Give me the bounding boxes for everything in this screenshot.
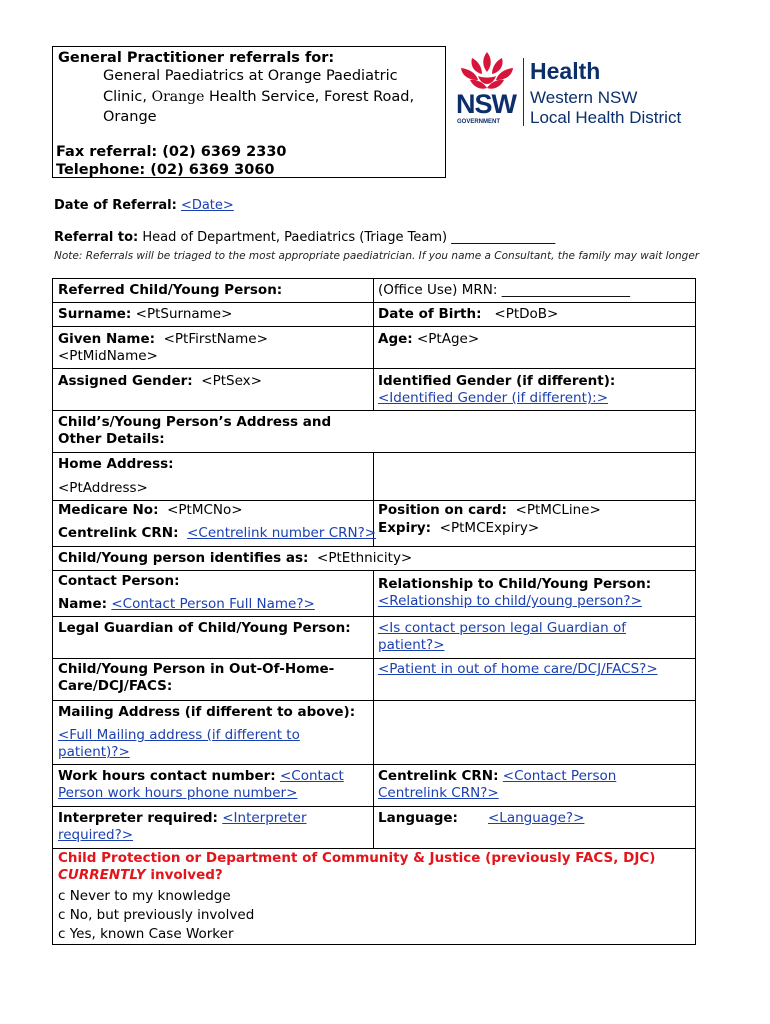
district-line-2: Local Health District xyxy=(530,108,682,127)
government-label: GOVERNMENT xyxy=(457,119,501,125)
cp-option-known-worker[interactable]: c Yes, known Case Worker xyxy=(58,926,234,942)
work-hours-field[interactable]: Work hours contact number: <Contact Person work hours phone number> xyxy=(58,768,344,801)
identifies-as-field[interactable]: Child/Young person identifies as: <PtEthnicity> xyxy=(58,550,413,566)
identified-gender-field[interactable]: Identified Gender (if different): <Identified Gender (if different):> xyxy=(378,373,616,406)
address-section-heading: Child’s/Young Person’s Address and Other Details: xyxy=(58,414,332,447)
age-field[interactable]: Age: <PtAge> xyxy=(378,331,480,347)
legal-guardian-label: Legal Guardian of Child/Young Person: xyxy=(58,620,351,636)
dob-field[interactable]: Date of Birth: <PtDoB> xyxy=(378,306,559,322)
out-of-home-care-field[interactable]: <Patient in out of home care/DCJ/FACS?> xyxy=(378,661,658,677)
date-of-referral: Date of Referral: <Date> xyxy=(54,198,234,213)
out-of-home-care-label: Child/Young Person in Out-Of-Home- Care/DCJ/FACS: xyxy=(58,661,335,694)
header-box xyxy=(52,46,446,178)
home-address-label: Home Address: xyxy=(58,456,174,472)
office-use-mrn: (Office Use) MRN: ___________________ xyxy=(378,282,630,298)
child-protection-question: Child Protection or Department of Community & Justice (previously FACS, DJC) CURRENTLY involved? xyxy=(58,850,656,883)
mailing-address-label: Mailing Address (if different to above): xyxy=(58,704,356,720)
referred-label: Referred Child/Young Person: xyxy=(58,282,283,298)
nsw-health-logo xyxy=(452,50,692,132)
clinic-line-3: Orange xyxy=(103,109,157,125)
fax-number: Fax referral: (02) 6369 2330 xyxy=(56,144,287,160)
interpreter-field[interactable]: Interpreter required: <Interpreter required?> xyxy=(58,810,307,843)
centrelink-field[interactable]: Centrelink CRN: <Centrelink number CRN?> xyxy=(58,525,377,541)
position-on-card-field[interactable]: Position on card: <PtMCLine> xyxy=(378,502,601,518)
referral-to: Referral to: Head of Department, Paediatrics (Triage Team) ________________ xyxy=(54,230,556,245)
given-name-field[interactable]: Given Name: <PtFirstName> <PtMidName> xyxy=(58,331,268,364)
home-address-value[interactable]: <PtAddress> xyxy=(58,480,148,496)
language-field[interactable]: Language: <Language?> xyxy=(378,810,585,826)
triage-note: Note: Referrals will be triaged to the most appropriate paediatrician. If you name a Consultant, the family may wait longer xyxy=(54,250,700,262)
contact-person-label: Contact Person: xyxy=(58,573,180,589)
date-field[interactable]: <Date> xyxy=(180,198,234,213)
relationship-field[interactable]: Relationship to Child/Young Person: <Relationship to child/young person?> xyxy=(378,576,652,609)
referral-table xyxy=(52,278,696,945)
legal-guardian-field[interactable]: <Is contact person legal Guardian of patient?> xyxy=(378,620,626,653)
surname-field[interactable]: Surname: <PtSurname> xyxy=(58,306,233,322)
telephone-number: Telephone: (02) 6369 3060 xyxy=(56,162,275,178)
logo-divider xyxy=(523,58,524,126)
assigned-gender-field[interactable]: Assigned Gender: <PtSex> xyxy=(58,373,262,389)
health-wordmark: Health xyxy=(530,58,601,84)
district-line-1: Western NSW xyxy=(530,88,638,107)
header-title: General Practitioner referrals for: xyxy=(58,50,335,66)
contact-name-field[interactable]: Name: <Contact Person Full Name?> xyxy=(58,596,315,612)
contact-centrelink-field[interactable]: Centrelink CRN: <Contact Person Centrelink CRN?> xyxy=(378,768,617,801)
cp-option-previously[interactable]: c No, but previously involved xyxy=(58,907,255,923)
waratah-icon xyxy=(456,50,518,94)
clinic-line-2: Clinic, Orange Health Service, Forest Road, xyxy=(103,89,415,105)
mailing-address-field[interactable]: <Full Mailing address (if different to patient)?> xyxy=(58,727,300,760)
cp-option-never[interactable]: c Never to my knowledge xyxy=(58,888,231,904)
clinic-line-1: General Paediatrics at Orange Paediatric xyxy=(103,68,398,84)
expiry-field[interactable]: Expiry: <PtMCExpiry> xyxy=(378,520,540,536)
medicare-field[interactable]: Medicare No: <PtMCNo> xyxy=(58,502,243,518)
nsw-wordmark: NSW xyxy=(456,89,516,119)
